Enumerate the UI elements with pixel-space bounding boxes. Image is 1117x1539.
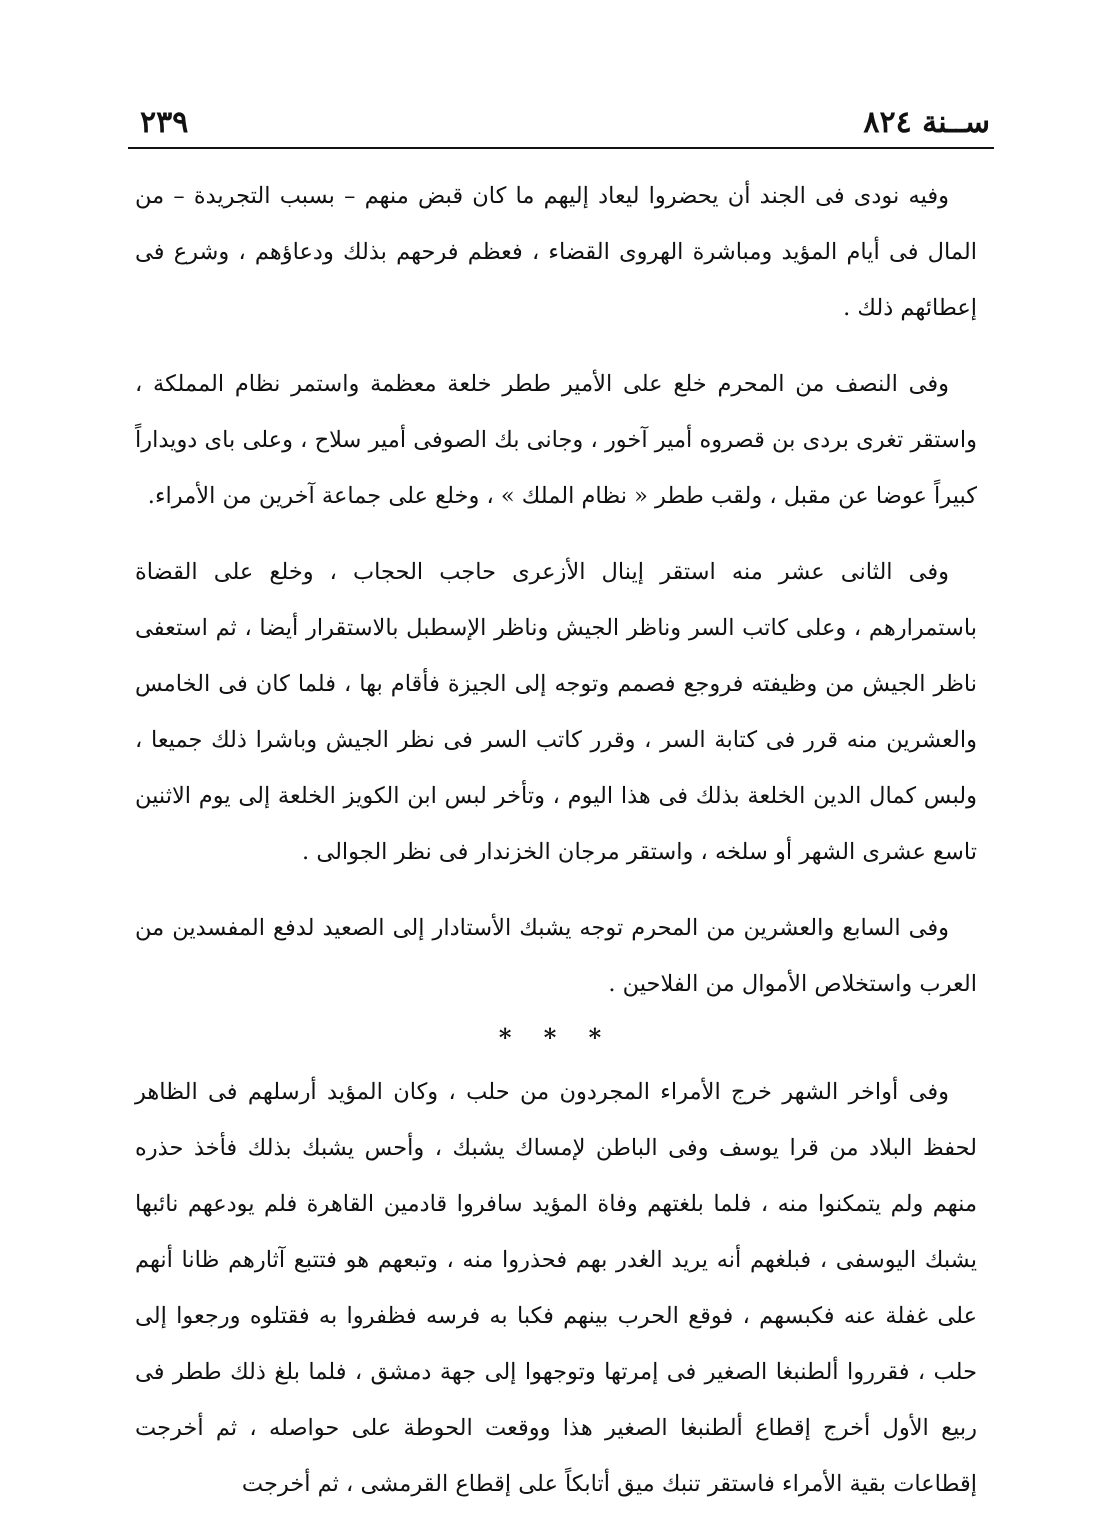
paragraph: وفى الثانى عشر منه استقر إينال الأزعرى حاجب الحجاب ، وخلع على القضاة باستمرارهم ، وعلى كاتب السر وناظر الجيش وناظر الإسطبل بالاستقرار أيضا ، ثم استعفى ناظر الجيش من وظيفته فروجع فصمم وتوجه إلى الجيزة فأقام بها ، فلما كان فى الخامس والعشرين منه قرر فى كتابة السر ، وقرر كاتب السر فى نظر الجيش وباشرا ذلك جميعا ، ولبس كمال الدين الخلعة بذلك فى هذا اليوم ، وتأخر لبس ابن الكويز الخلعة إلى يوم الاثنين تاسع عشرى الشهر أو سلخه ، واستقر مرجان الخزندار فى نظر الجوالى . [135, 559, 977, 865]
section-divider: * * * [498, 1023, 614, 1052]
header-rule [128, 147, 994, 149]
page-header [140, 96, 990, 140]
paragraph: وفى النصف من المحرم خلع على الأمير ططر خلعة معظمة واستمر نظام المملكة ، واستقر تغرى بردى بن قصروه أمير آخور ، وجانى بك الصوفى أمير سلاح ، وعلى باى دويداراً كبيراً عوضا عن مقبل ، ولقب ططر « نظام الملك » ، وخلع على جماعة آخرين من الأمراء. [135, 371, 977, 509]
body-text [135, 168, 977, 1532]
paragraph: وفيه نودى فى الجند أن يحضروا ليعاد إليهم ما كان قبض منهم – بسبب التجريدة – من المال فى أيام المؤيد ومباشرة الهروى القضاء ، فعظم فرحهم بذلك ودعاؤهم ، وشرع فى إعطائهم ذلك . [135, 183, 977, 321]
paragraph: وفى السابع والعشرين من المحرم توجه يشبك الأستادار إلى الصعيد لدفع المفسدين من العرب واستخلاص الأموال من الفلاحين . [135, 915, 977, 997]
paragraph: وفى أواخر الشهر خرج الأمراء المجردون من حلب ، وكان المؤيد أرسلهم فى الظاهر لحفظ البلاد من قرا يوسف وفى الباطن لإمساك يشبك ، وأحس يشبك بذلك فأخذ حذره منهم ولم يتمكنوا منه ، فلما بلغتهم وفاة المؤيد سافروا قادمين القاهرة فلم يودعهم نائبها يشبك اليوسفى ، فبلغهم أنه يريد الغدر بهم فحذروا منه ، وتبعهم هو فتتبع آثارهم ظانا أنهم على غفلة عنه فكبسهم ، فوقع الحرب بينهم فكبا به فرسه فظفروا به فقتلوه ورجعوا إلى حلب ، فقرروا ألطنبغا الصغير فى إمرتها وتوجهوا إلى جهة دمشق ، فلما بلغ ذلك ططر فى ربيع الأول أخرج إقطاع ألطنبغا الصغير هذا ووقعت الحوطة على حواصله ، ثم أخرجت إقطاعات بقية الأمراء فاستقر تنبك ميق أتابكاً على إقطاع القرمشى ، ثم أخرجت [135, 1079, 977, 1497]
page-number: ٢٣٩ [140, 105, 189, 140]
running-head: ســنة ٨٢٤ [863, 105, 990, 140]
